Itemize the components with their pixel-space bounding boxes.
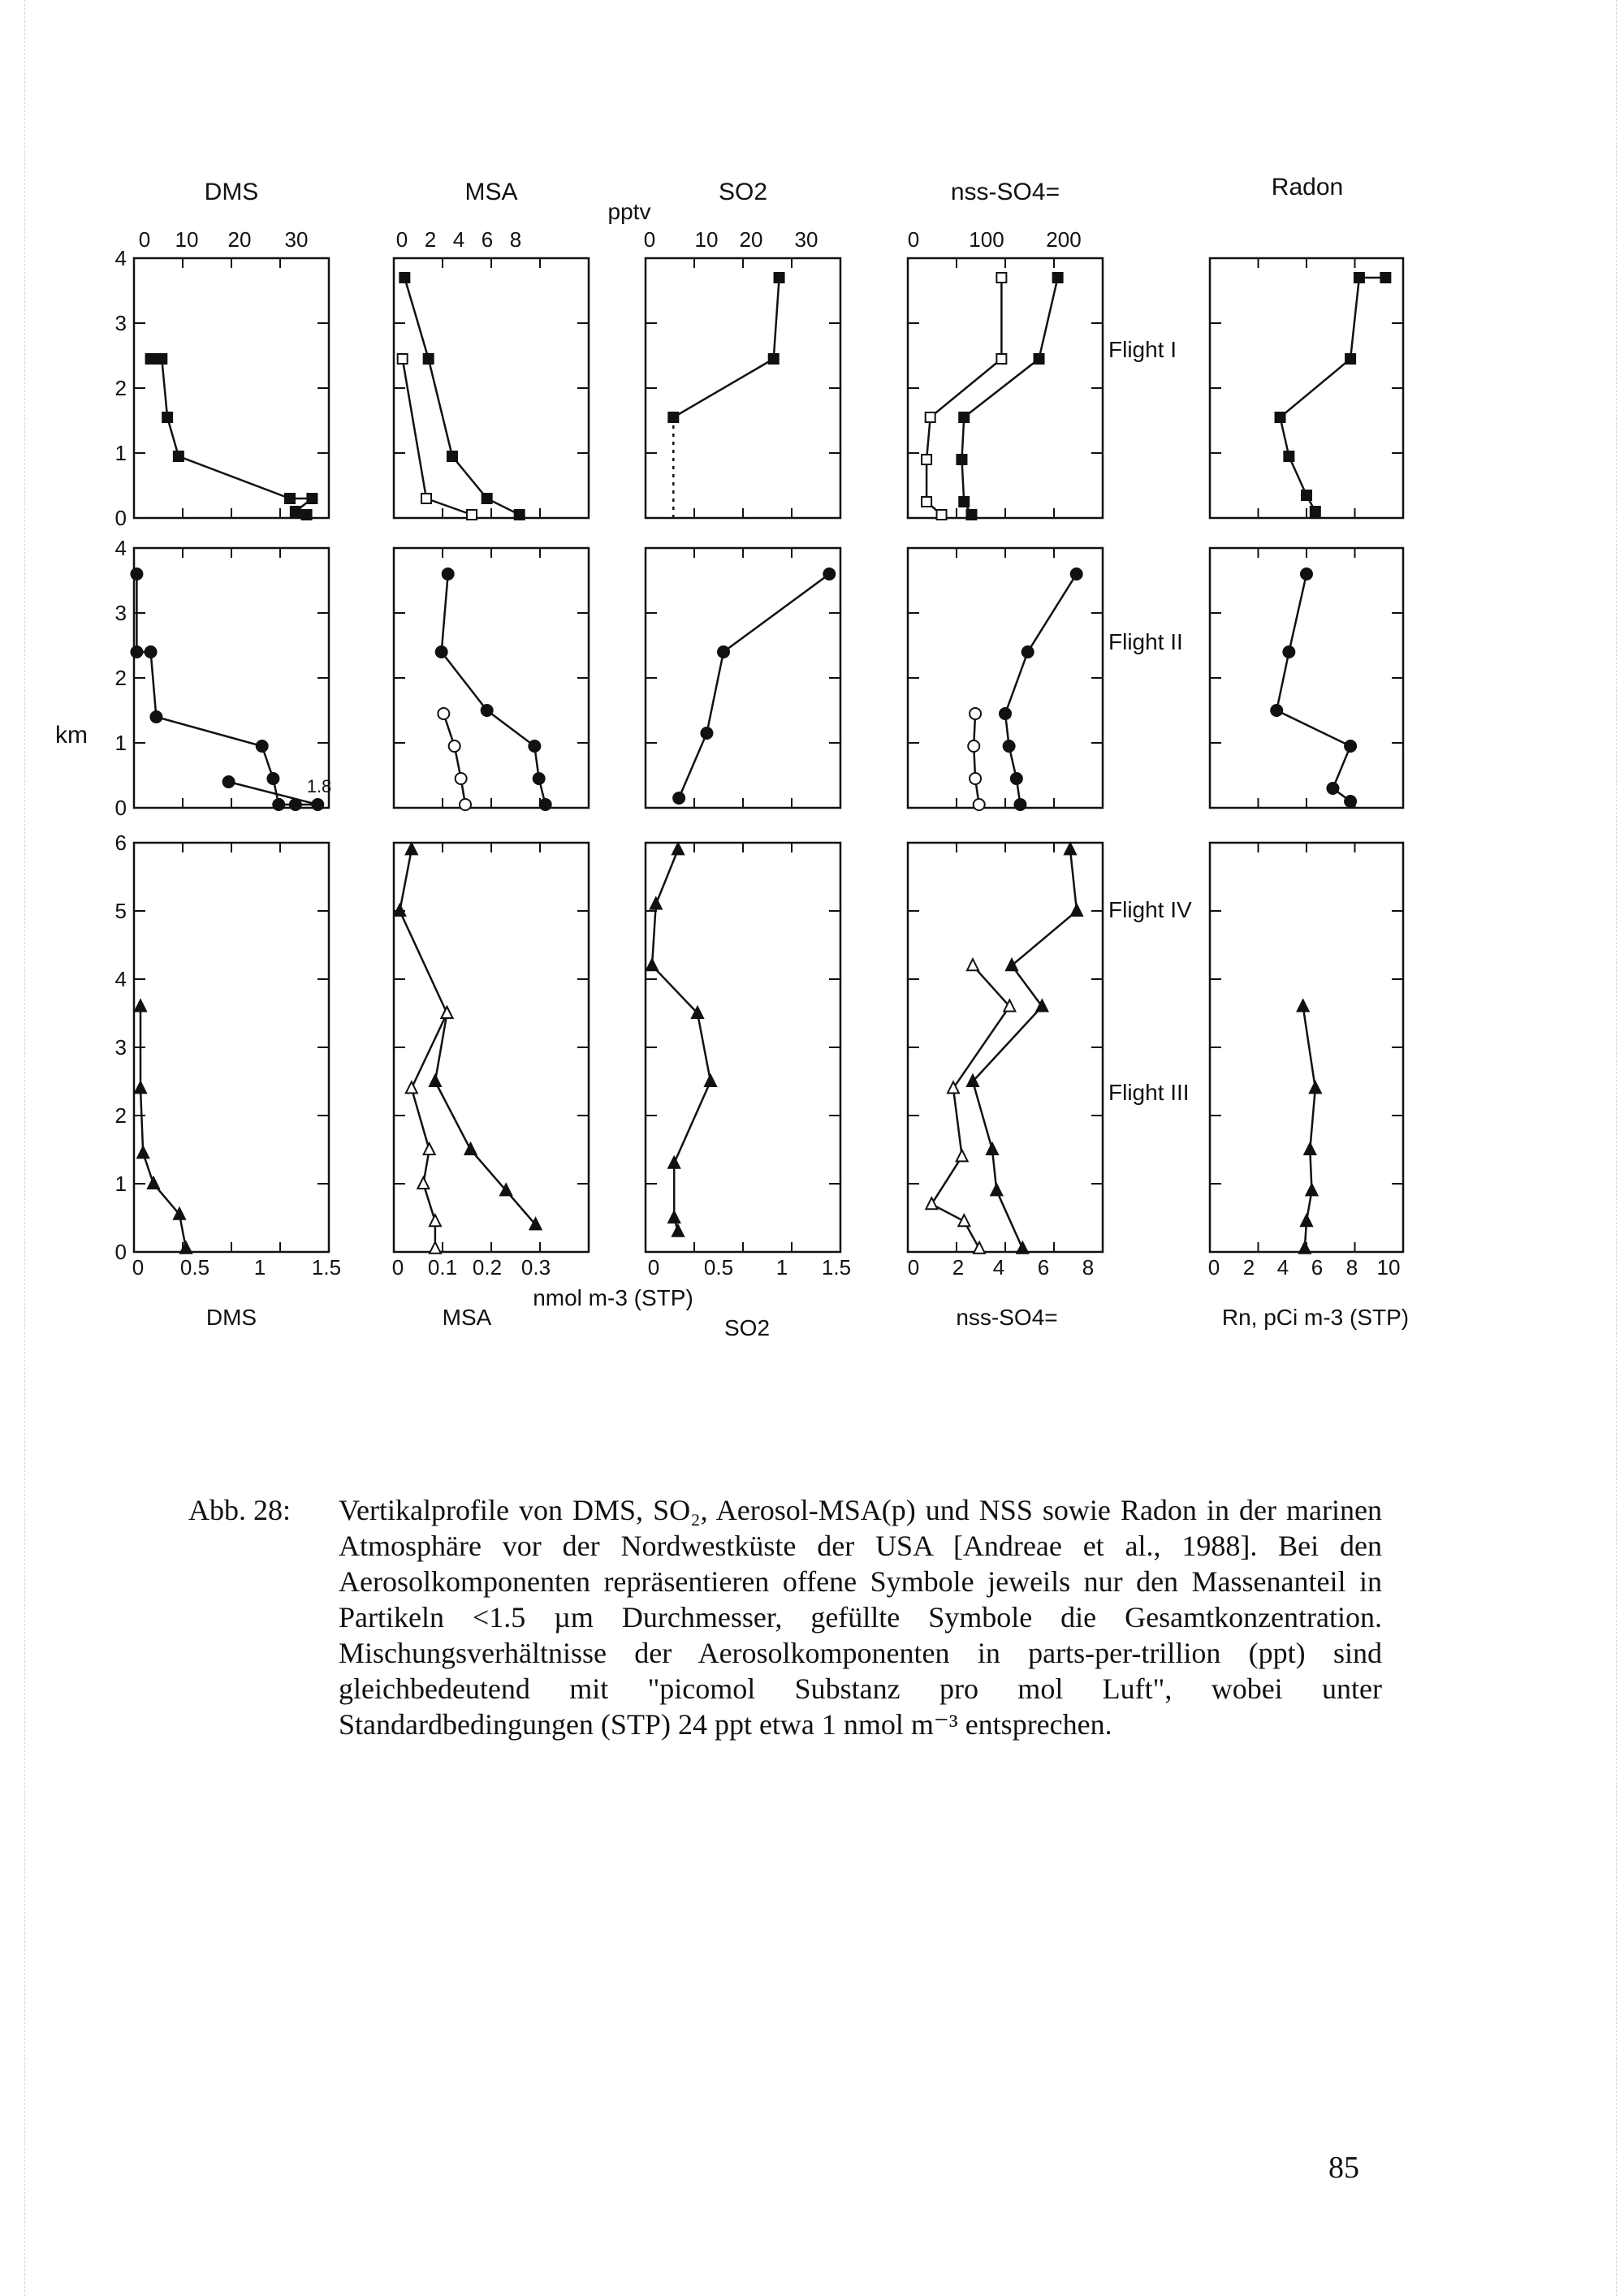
series-line [1276,574,1350,801]
panel-frame-r2-c5 [1210,548,1403,808]
data-point [926,412,935,422]
top-tick-label: 10 [694,227,719,252]
series-line [442,574,546,805]
data-point [312,799,323,810]
y-tick-label: 0 [114,1240,127,1264]
data-point [937,510,947,520]
panel-frame-r3-c1 [134,843,329,1252]
data-point [970,773,981,784]
top-tick-label: 4 [452,227,465,252]
data-point [1306,1184,1317,1195]
data-point [424,1143,435,1154]
y-tick-label: 0 [114,506,127,530]
y-tick-label: 2 [114,666,127,690]
data-point [957,1150,968,1161]
data-point [150,711,162,723]
data-point [406,1081,417,1093]
data-point [1298,1000,1309,1012]
data-point [996,273,1006,283]
data-point [959,497,969,507]
series-line [1281,278,1386,511]
bottom-tick-label: 0 [907,1255,920,1280]
data-point [922,455,931,464]
data-point [1345,354,1355,364]
y-tick-label: 4 [114,967,127,991]
top-tick-label: 30 [284,227,309,252]
top-tick-label: 0 [907,227,920,252]
y-tick-label: 5 [114,899,127,923]
bottom-tick-label: 8 [1345,1255,1358,1280]
data-point [922,497,931,507]
series-line [973,849,1077,1248]
data-point [1345,740,1356,752]
data-point [701,727,712,739]
data-point [174,451,184,461]
y-tick-label: 0 [114,796,127,820]
data-point [135,1081,146,1093]
data-point [482,494,492,503]
data-point [465,1143,477,1154]
data-point [718,646,729,658]
data-point [145,646,157,658]
data-point [650,898,662,909]
data-point [1022,646,1034,658]
data-point [131,646,142,658]
data-point [1053,273,1063,283]
top-tick-label: 8 [509,227,522,252]
flight-label-4: Flight III [1108,1080,1190,1105]
column-header-5: Radon [1271,174,1344,201]
data-point [406,843,417,854]
series-12-0 [646,843,716,1236]
series-line [400,849,535,1224]
top-tick-label: 30 [794,227,818,252]
data-point [646,959,658,970]
data-point [290,799,301,810]
dms-annotation: 1.8 [306,776,332,796]
y-tick-label: 1 [114,731,127,755]
series-6-0 [436,568,551,810]
data-point [1006,959,1017,970]
data-point [775,273,784,283]
bottom-tick-label: 0 [391,1255,404,1280]
panel-frame-r2-c2 [394,548,589,808]
series-10-0 [135,1000,192,1254]
top-tick-label: 20 [227,227,252,252]
data-point [443,568,454,580]
pptv-label: pptv [607,199,651,224]
y-tick-label: 4 [114,536,127,560]
series-14-0 [1298,1000,1321,1254]
series-11-1 [406,1007,453,1254]
series-line [673,278,779,417]
panel-frame-r2-c1 [134,548,329,808]
nmol-label: nmol m-3 (STP) [533,1285,693,1310]
figure-labels [55,174,1409,1340]
data-point [148,1177,159,1189]
top-tick-label: 100 [969,227,1004,252]
caption-label: Abb. 28: [188,1494,291,1526]
column-header-2: MSA [464,179,518,205]
data-point [1327,783,1338,794]
series-8-0 [1000,568,1082,810]
data-point [673,792,685,804]
data-point [1380,273,1390,283]
series-1-0 [400,273,524,520]
panel-frame-r1-c3 [646,258,840,518]
data-point [146,354,156,364]
column-header-1: DMS [204,179,259,205]
data-point [307,494,317,503]
panel-frame-r1-c4 [908,258,1103,518]
series-13-0 [967,843,1082,1253]
panel-frame-r3-c5 [1210,843,1403,1252]
y-tick-label: 2 [114,1103,127,1128]
page-number: 85 [1328,2151,1359,2185]
data-point [157,354,166,364]
data-point [1000,708,1011,719]
y-tick-label: 6 [114,831,127,855]
bottom-tick-label: 0.5 [703,1255,734,1280]
bottom-tick-label: 6 [1311,1255,1324,1280]
panel-frame-r1-c1 [134,258,329,518]
data-point [966,510,976,520]
bottom-tick-label: 0 [132,1255,145,1280]
bottom-tick-label: 1.5 [311,1255,342,1280]
column-header-3: SO2 [718,179,768,205]
top-tick-label: 6 [481,227,494,252]
data-point [1071,904,1082,916]
data-point [515,510,525,520]
data-point [449,740,460,752]
bottom-tick-label: 4 [1276,1255,1289,1280]
series-line [151,359,313,515]
bottom-tick-label: 2 [952,1255,965,1280]
series-8-1 [968,708,984,810]
bottom-tick-label: 0.1 [427,1255,458,1280]
data-point [1301,1215,1312,1226]
data-point [974,1242,985,1254]
series-line [931,965,1009,1249]
series-6-1 [438,708,471,810]
data-point [996,354,1006,364]
data-point [482,705,493,716]
data-point [668,1211,680,1223]
series-11-0 [394,843,541,1229]
bottom-axis-label-1: DMS [205,1305,257,1330]
data-point [430,1242,441,1254]
series-line [136,574,317,805]
panel-frame-r3-c2 [394,843,589,1252]
bottom-tick-label: 1 [253,1255,266,1280]
top-tick-label: 0 [395,227,408,252]
data-point [1276,412,1285,422]
series-1-1 [398,354,477,520]
data-point [441,1007,452,1018]
data-point [1071,568,1082,580]
bottom-tick-label: 8 [1082,1255,1095,1280]
bottom-tick-label: 2 [1242,1255,1255,1280]
bottom-tick-label: 6 [1037,1255,1050,1280]
data-point [1311,507,1320,516]
series-4-0 [1276,273,1391,516]
top-tick-label: 2 [424,227,437,252]
data-point [1302,490,1311,500]
data-point [398,354,408,364]
data-point [968,740,979,752]
bottom-axis-label-5: Rn, pCi m-3 (STP) [1221,1305,1410,1330]
data-point [705,1075,716,1086]
data-point [135,1000,146,1012]
series-13-1 [926,959,1015,1254]
data-point [1301,568,1312,580]
data-point [1065,843,1076,854]
data-point [447,451,457,461]
data-point [223,776,235,788]
y-tick-label: 1 [114,1172,127,1196]
bottom-tick-label: 0.3 [520,1255,551,1280]
data-point [1034,354,1044,364]
series-line [1303,1007,1315,1249]
series-7-0 [673,568,835,804]
series-line [962,278,1058,515]
data-point [424,354,434,364]
data-point [421,494,431,503]
series-3-0 [957,273,1062,520]
data-point [302,510,312,520]
data-point [1284,451,1294,461]
y-tick-label: 3 [114,311,127,335]
series-line [1005,574,1077,805]
series-line [679,574,829,798]
panel-frames [134,258,1403,1252]
data-point [1304,1143,1315,1154]
data-point [460,799,471,810]
bottom-tick-label: 0.2 [472,1255,503,1280]
data-point [1299,1242,1311,1254]
data-point [1017,1242,1028,1254]
data-point [769,354,779,364]
data-point [285,494,295,503]
data-point [456,773,467,784]
data-point [257,740,268,752]
y-tick-label: 4 [114,246,127,270]
data-point [1014,799,1026,810]
y-tick-label: 2 [114,376,127,400]
bottom-tick-label: 10 [1376,1255,1401,1280]
data-point [1283,646,1294,658]
data-point [672,843,684,854]
y-tick-label: 3 [114,601,127,625]
data-point [967,959,978,970]
data-point [823,568,835,580]
series-line [403,359,472,515]
data-point [1310,1081,1321,1093]
data-point [958,1215,970,1226]
bottom-tick-label: 0.5 [179,1255,210,1280]
data-point [1354,273,1364,283]
y-tick-label: 3 [114,1035,127,1060]
flight-label-3: Flight IV [1108,897,1192,922]
data-point [430,1075,441,1086]
data-point [162,412,172,422]
flight-label-1: Flight I [1108,337,1177,362]
data-point [987,1143,998,1154]
panel-ticks [134,258,1403,1252]
y-axis-label: km [55,722,88,749]
panel-frame-r2-c4 [908,548,1103,808]
data-point [430,1215,441,1226]
series-line [443,714,465,805]
bottom-tick-label: 4 [992,1255,1005,1280]
data-point [1345,796,1356,807]
top-tick-label: 0 [643,227,656,252]
data-point [131,568,142,580]
bottom-tick-label: 0 [1207,1255,1220,1280]
panel-frame-r1-c5 [1210,258,1403,518]
data-point [540,799,551,810]
data-point [1011,773,1022,784]
data-point [957,455,966,464]
top-tick-label: 20 [739,227,763,252]
series-3-1 [922,273,1006,520]
bottom-tick-label: 1 [775,1255,788,1280]
flight-label-2: Flight II [1108,629,1183,654]
data-series [131,273,1390,1254]
top-tick-label: 0 [138,227,151,252]
data-point [467,510,477,520]
data-point [137,1146,149,1158]
data-point [417,1177,429,1189]
data-point [436,646,447,658]
data-point [1271,705,1282,716]
series-0-0 [146,354,317,520]
data-point [1004,740,1015,752]
data-point [533,773,545,784]
bottom-axis-label-4: nss-SO4= [956,1305,1058,1330]
series-5-0 [131,568,323,810]
data-point [529,740,540,752]
data-point [291,507,300,516]
data-point [668,1157,680,1168]
data-point [959,412,969,422]
data-point [438,708,449,719]
top-tick-label: 200 [1046,227,1082,252]
top-tick-label: 10 [175,227,199,252]
data-point [267,773,279,784]
series-line [404,278,519,515]
data-point [672,1225,684,1236]
y-tick-label: 1 [114,441,127,465]
data-point [991,1184,1002,1195]
bottom-axis-label-2: MSA [442,1305,492,1330]
bottom-axis-label-3: SO2 [723,1315,771,1340]
bottom-tick-label: 0 [647,1255,660,1280]
data-point [273,799,284,810]
bottom-tick-label: 1.5 [821,1255,852,1280]
data-point [974,799,985,810]
column-header-4: nss-SO4= [950,179,1060,205]
data-point [970,708,981,719]
caption-text: Vertikalprofile von DMS, SO₂, Aerosol-MSA(p) und NSS sowie Radon in der marinen Atmosphäre vor der Nordwestküste der USA [Andreae et al., 1988]. Bei den Aerosolkomponenten repräsentieren offene Symbole jeweils nur den Massenanteil in Partikeln <1.5 µm Durchmesser, gefüllte Symbole die Gesamtkonzentration. Mischungsverhältnisse der Aerosolkomponenten in parts-per-trillion (ppt) sind gleichbedeutend mit "picomol Substanz pro mol Luft", wobei unter Standardbedingungen (STP) 24 ppt etwa 1 nmol m⁻³ entsprechen. [339,1494,1382,1741]
series-line [974,714,979,805]
series-9-0 [1271,568,1356,807]
data-point [400,273,409,283]
series-2-0 [668,273,784,422]
